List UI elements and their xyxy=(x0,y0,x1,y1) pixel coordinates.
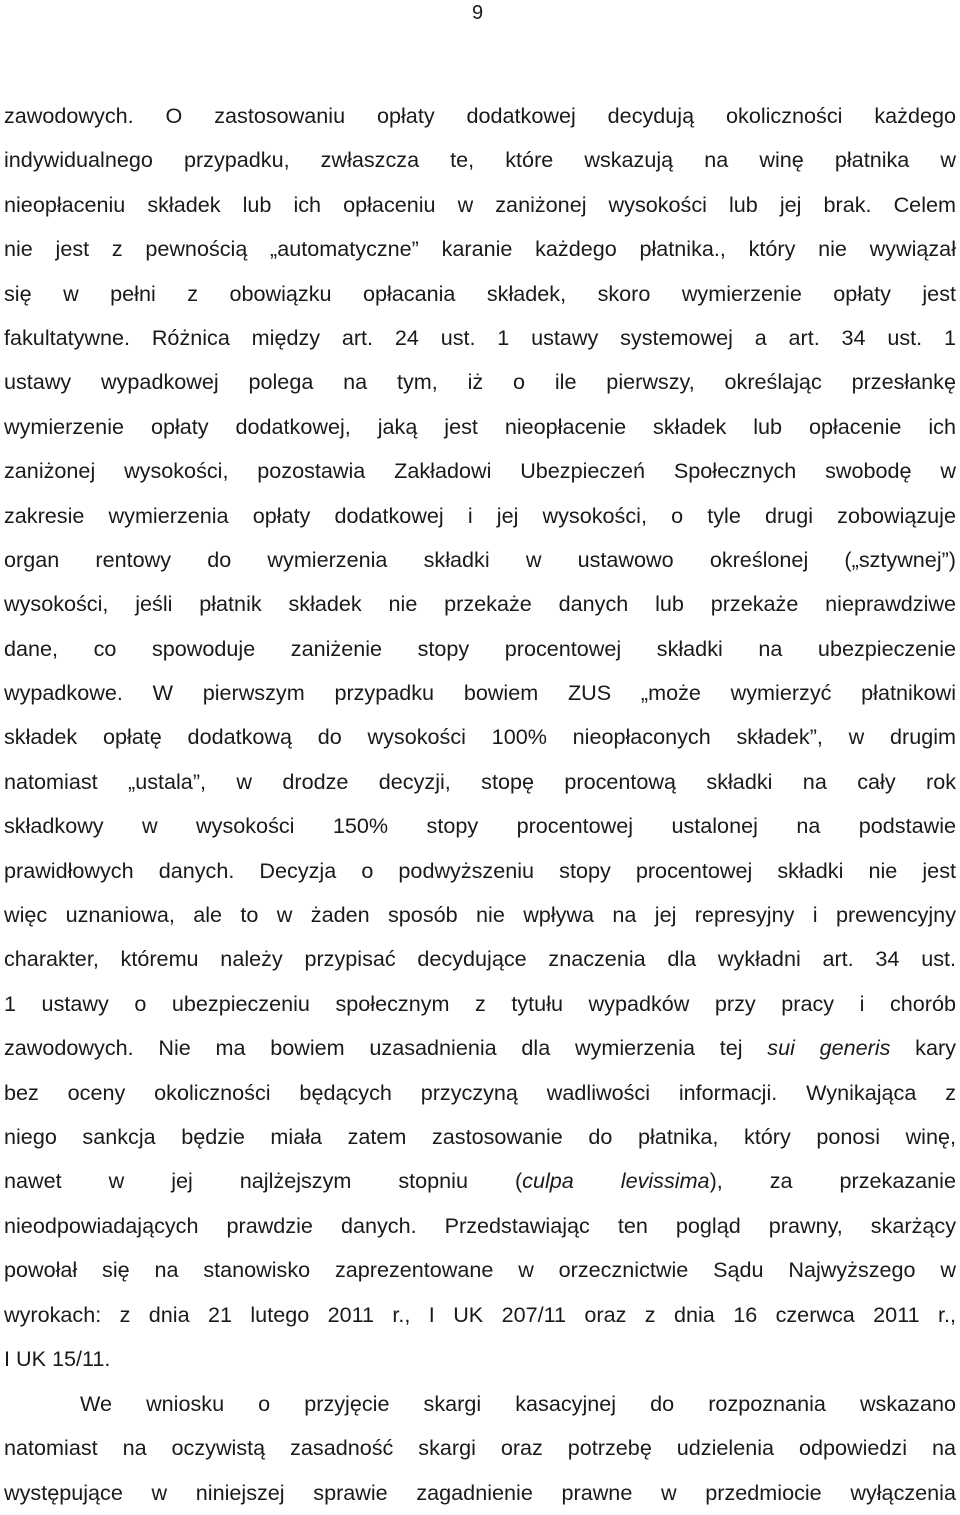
text-line: zawodowych. O zastosowaniu opłaty dodatkowej decydują okoliczności każdego xyxy=(4,103,956,128)
text-line xyxy=(4,1159,956,1203)
text-line: We wniosku o przyjęcie skargi kasacyjnej do rozpoznania wskazano xyxy=(80,1391,956,1416)
text-line: I UK 15/11. xyxy=(4,1345,111,1371)
text-line: niego sankcja będzie miała zatem zastosowanie do płatnika, który ponosi winę, xyxy=(4,1123,956,1149)
text-segment: ), za przekazanie xyxy=(709,1168,956,1194)
text-line: 1 ustawy o ubezpieczeniu społecznym z tytułu wypadków przy pracy i chorób xyxy=(4,990,956,1016)
paragraph-2 xyxy=(4,1382,956,1515)
italic-term: culpa levissima xyxy=(522,1168,710,1194)
text-line: wysokości, jeśli płatnik składek nie przekaże danych lub przekaże nieprawdziwe xyxy=(4,591,956,617)
text-line: nieopłaceniu składek lub ich opłaceniu w zaniżonej wysokości lub jej brak. Celem xyxy=(4,191,956,217)
text-line: wyrokach: z dnia 21 lutego 2011 r., I UK 207/11 oraz z dnia 16 czerwca 2011 r., xyxy=(4,1301,956,1327)
text-line: dane, co spowoduje zaniżenie stopy procentowej składki na ubezpieczenie xyxy=(4,635,956,661)
text-line: więc uznaniowa, ale to w żaden sposób nie wpływa na jej represyjny i prewencyjny xyxy=(4,902,956,928)
text-line: fakultatywne. Różnica między art. 24 ust. 1 ustawy systemowej a art. 34 ust. 1 xyxy=(4,324,956,350)
text-line: składek opłatę dodatkową do wysokości 100% nieopłaconych składek”, w drugim xyxy=(4,724,956,750)
text-line: wypadkowe. W pierwszym przypadku bowiem ZUS „może wymierzyć płatnikowi xyxy=(4,680,956,706)
text-line: organ rentowy do wymierzenia składki w ustawowo określonej („sztywnej”) xyxy=(4,546,956,572)
text-line: wymierzenie opłaty dodatkowej, jaką jest nieopłacenie składek lub opłacenie ich xyxy=(4,413,956,439)
text-line: prawidłowych danych. Decyzja o podwyższeniu stopy procentowej składki nie jest xyxy=(4,857,956,883)
paragraph-1 xyxy=(4,94,956,1381)
text-line: się w pełni z obowiązku opłacania składek, skoro wymierzenie opłaty jest xyxy=(4,280,956,306)
text-line: natomiast na oczywistą zasadność skargi oraz potrzebę udzielenia odpowiedzi na xyxy=(4,1435,956,1461)
text-segment: kary xyxy=(890,1035,956,1061)
text-line: indywidualnego przypadku, zwłaszcza te, które wskazują na winę płatnika w xyxy=(4,147,956,173)
text-line: występujące w niniejszej sprawie zagadnienie prawne w przedmiocie wyłączenia xyxy=(4,1479,956,1505)
text-line: charakter, któremu należy przypisać decydujące znaczenia dla wykładni art. 34 ust. xyxy=(4,946,956,972)
page-number: 9 xyxy=(472,2,484,24)
text-line: natomiast „ustala”, w drodze decyzji, stopę procentową składki na cały rok xyxy=(4,768,956,794)
text-line: zaniżonej wysokości, pozostawia Zakładowi Ubezpieczeń Społecznych swobodę w xyxy=(4,458,956,484)
text-line: składkowy w wysokości 150% stopy procentowej ustalonej na podstawie xyxy=(4,813,956,839)
text-line: zakresie wymierzenia opłaty dodatkowej i jej wysokości, o tyle drugi zobowiązuje xyxy=(4,502,956,528)
text-line: bez oceny okoliczności będących przyczyną wadliwości informacji. Wynikająca z xyxy=(4,1079,956,1105)
text-line: ustawy wypadkowej polega na tym, iż o ile pierwszy, określając przesłankę xyxy=(4,369,956,395)
text-line: nie jest z pewnością „automatyczne” karanie każdego płatnika., który nie wywiązał xyxy=(4,236,956,262)
text-line: nieodpowiadających prawdzie danych. Przedstawiając ten pogląd prawny, skarżący xyxy=(4,1212,956,1238)
text-line xyxy=(4,1026,956,1070)
text-segment: zawodowych. Nie ma bowiem uzasadnienia dla wymierzenia tej xyxy=(4,1035,768,1061)
text-segment: nawet w jej najlżejszym stopniu ( xyxy=(4,1168,523,1194)
italic-term: sui generis xyxy=(767,1035,891,1061)
text-line: powołał się na stanowisko zaprezentowane w orzecznictwie Sądu Najwyższego w xyxy=(4,1257,956,1283)
